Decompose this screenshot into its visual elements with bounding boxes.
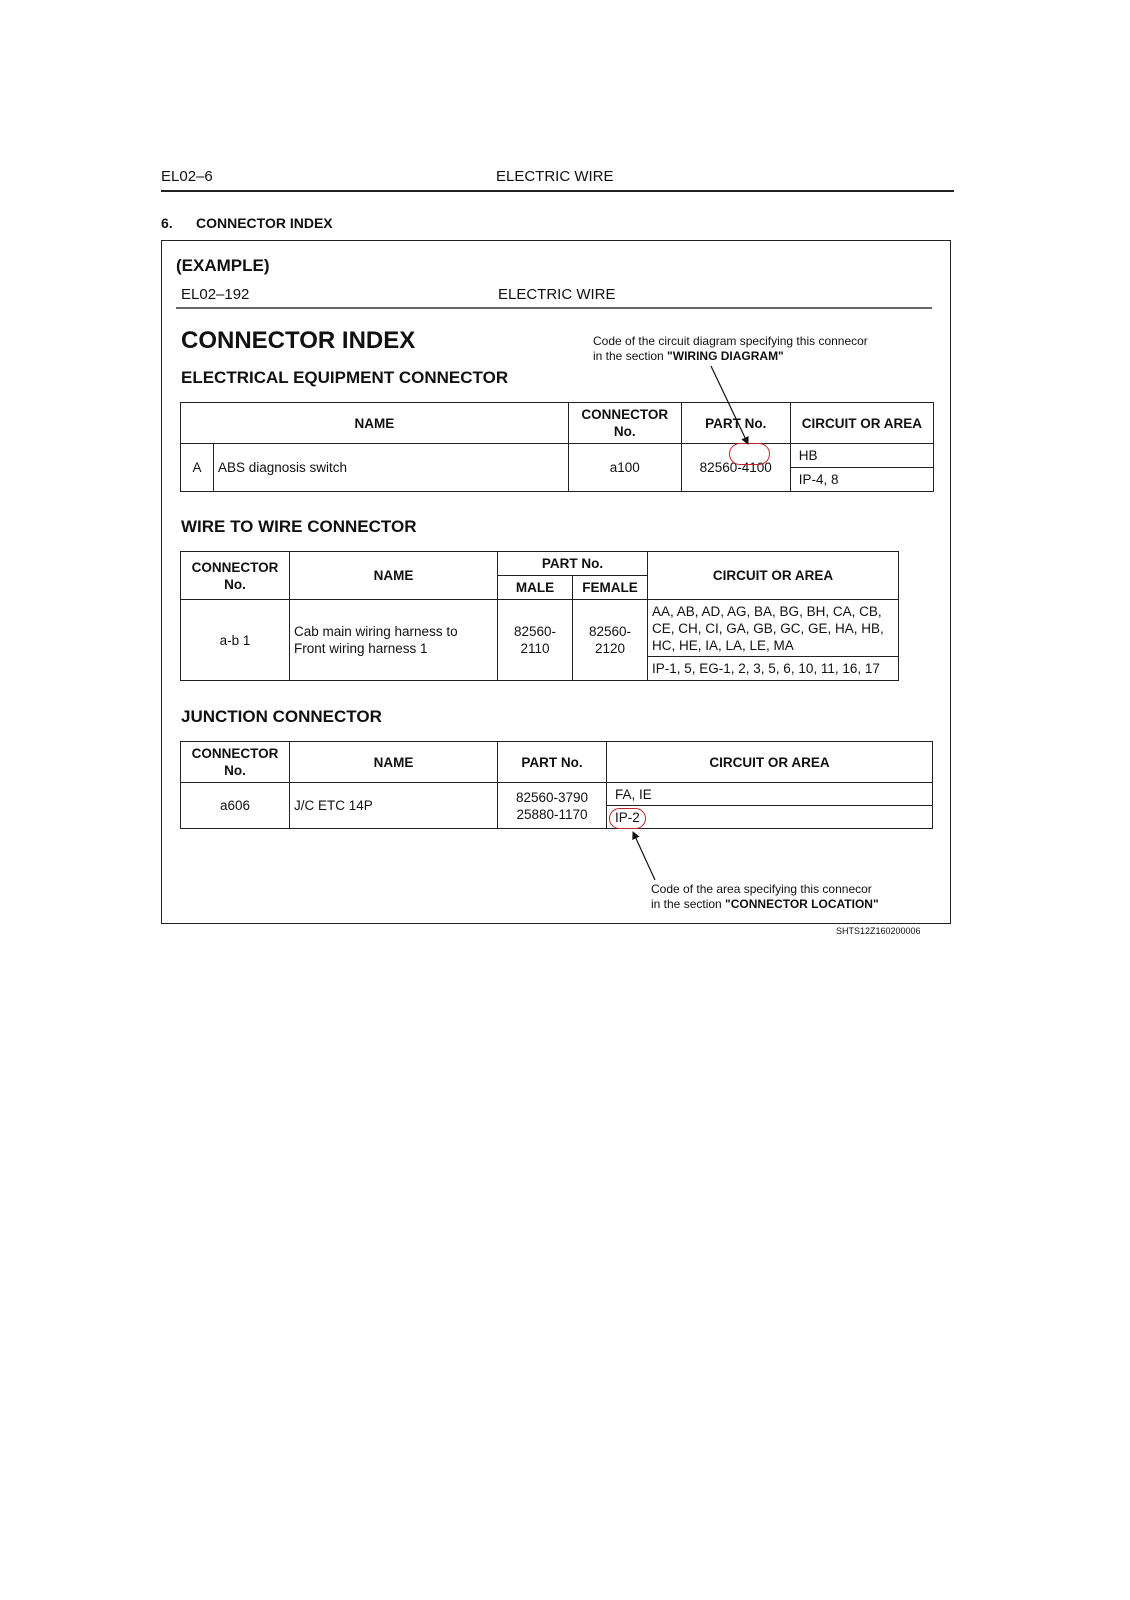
row-area: IP-4, 8 [790, 468, 933, 492]
junction-heading: JUNCTION CONNECTOR [181, 707, 382, 726]
page-title: ELECTRIC WIRE [496, 168, 614, 185]
row-name: ABS diagnosis switch [214, 444, 569, 492]
example-label: (EXAMPLE) [176, 256, 270, 275]
row-male: 82560- 2110 [498, 600, 573, 681]
col-name: NAME [181, 403, 569, 444]
section-title: CONNECTOR INDEX [196, 215, 333, 231]
col-name: NAME [290, 552, 498, 600]
row-circuit: HB [790, 444, 933, 468]
row-circuit: FA, IE [607, 783, 933, 806]
row-part: 82560-4100 [681, 444, 790, 492]
row-female: 82560- 2120 [573, 600, 648, 681]
note-bottom-line2: in the section "CONNECTOR LOCATION" [651, 897, 879, 911]
image-code: SHTS12Z160200006 [836, 926, 921, 936]
col-circuit: CIRCUIT OR AREA [790, 403, 933, 444]
row-area: IP-1, 5, EG-1, 2, 3, 5, 6, 10, 11, 16, 17 [648, 657, 899, 681]
col-name: NAME [290, 742, 498, 783]
arrow-to-hb [711, 366, 748, 444]
col-circuit: CIRCUIT OR AREA [648, 552, 899, 600]
note-bottom-line1: Code of the area specifying this connecor [651, 882, 872, 896]
wire-heading: WIRE TO WIRE CONNECTOR [181, 517, 417, 536]
note-top-line1: Code of the circuit diagram specifying this connecor [593, 334, 868, 348]
col-connector: CONNECTOR No. [181, 742, 290, 783]
row-connector: a100 [568, 444, 681, 492]
electrical-heading: ELECTRICAL EQUIPMENT CONNECTOR [181, 368, 509, 387]
col-part: PART No. [498, 552, 648, 576]
col-part: PART No. [681, 403, 790, 444]
row-circuit: AA, AB, AD, AG, BA, BG, BH, CA, CB, CE, CH, CI, GA, GB, GC, GE, HA, HB, HC, HE, IA, LA, LE, MA [648, 600, 899, 657]
col-female: FEMALE [573, 576, 648, 600]
col-connector: CONNECTOR No. [568, 403, 681, 444]
col-male: MALE [498, 576, 573, 600]
row-letter: A [181, 444, 214, 492]
col-circuit: CIRCUIT OR AREA [607, 742, 933, 783]
row-connector: a606 [181, 783, 290, 829]
col-connector: CONNECTOR No. [181, 552, 290, 600]
row-name: Cab main wiring harness to Front wiring harness 1 [290, 600, 498, 681]
row-area: IP-2 [607, 806, 933, 829]
connector-index-heading: CONNECTOR INDEX [181, 327, 416, 354]
col-part: PART No. [498, 742, 607, 783]
section-number: 6. [161, 215, 173, 231]
example-page-title: ELECTRIC WIRE [498, 286, 616, 303]
row-connector: a-b 1 [181, 600, 290, 681]
page-code: EL02–6 [161, 168, 213, 185]
row-name: J/C ETC 14P [290, 783, 498, 829]
row-part: 82560-3790 25880-1170 [498, 783, 607, 829]
note-top-line2: in the section "WIRING DIAGRAM" [593, 349, 784, 363]
arrow-to-ip2 [633, 832, 655, 880]
example-page-code: EL02–192 [181, 286, 250, 303]
